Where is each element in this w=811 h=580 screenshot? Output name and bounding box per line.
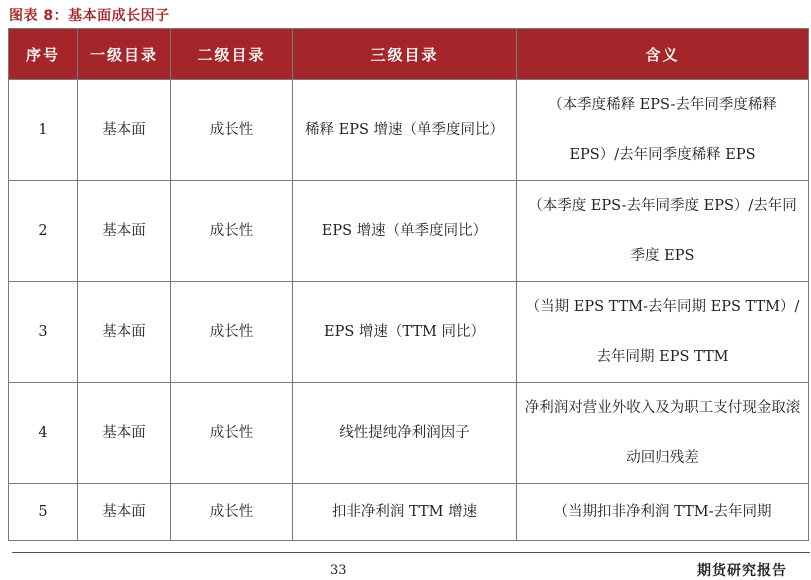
table-row bbox=[9, 282, 809, 383]
cell-level1: 基本面 bbox=[78, 484, 171, 541]
table-row bbox=[9, 181, 809, 282]
cell-level2: 成长性 bbox=[171, 282, 293, 383]
cell-no: 1 bbox=[9, 80, 78, 181]
cell-meaning: （本季度稀释 EPS-去年同季度稀释 EPS）/去年同季度稀释 EPS bbox=[517, 80, 809, 181]
factor-table bbox=[8, 28, 809, 541]
header-level2: 二级目录 bbox=[171, 29, 293, 80]
cell-level1: 基本面 bbox=[78, 383, 171, 484]
cell-no: 5 bbox=[9, 484, 78, 541]
cell-meaning: 净利润对营业外收入及为职工支付现金取滚动回归残差 bbox=[517, 383, 809, 484]
cell-level1: 基本面 bbox=[78, 80, 171, 181]
table-row bbox=[9, 484, 809, 541]
table-row bbox=[9, 80, 809, 181]
cell-level3: 扣非净利润 TTM 增速 bbox=[293, 484, 517, 541]
footer-divider bbox=[12, 552, 810, 553]
cell-level3: 稀释 EPS 增速（单季度同比） bbox=[293, 80, 517, 181]
cell-level1: 基本面 bbox=[78, 282, 171, 383]
cell-no: 4 bbox=[9, 383, 78, 484]
cell-level1: 基本面 bbox=[78, 181, 171, 282]
table-caption: 图表 8：基本面成长因子 bbox=[9, 8, 170, 24]
cell-meaning: （当期扣非净利润 TTM-去年同期 bbox=[517, 484, 809, 541]
cell-no: 3 bbox=[9, 282, 78, 383]
table-row bbox=[9, 383, 809, 484]
cell-level2: 成长性 bbox=[171, 80, 293, 181]
header-meaning: 含义 bbox=[517, 29, 809, 80]
cell-no: 2 bbox=[9, 181, 78, 282]
cell-level2: 成长性 bbox=[171, 383, 293, 484]
report-type-label: 期货研究报告 bbox=[697, 563, 787, 579]
cell-level2: 成长性 bbox=[171, 484, 293, 541]
cell-level3: EPS 增速（单季度同比） bbox=[293, 181, 517, 282]
cell-level3: EPS 增速（TTM 同比） bbox=[293, 282, 517, 383]
cell-level3: 线性提纯净利润因子 bbox=[293, 383, 517, 484]
header-level1: 一级目录 bbox=[78, 29, 171, 80]
cell-level2: 成长性 bbox=[171, 181, 293, 282]
header-level3: 三级目录 bbox=[293, 29, 517, 80]
table-header-row bbox=[9, 29, 809, 80]
header-no: 序号 bbox=[9, 29, 78, 80]
cell-meaning: （本季度 EPS-去年同季度 EPS）/去年同季度 EPS bbox=[517, 181, 809, 282]
page-number: 33 bbox=[330, 563, 347, 578]
cell-meaning: （当期 EPS TTM-去年同期 EPS TTM）/去年同期 EPS TTM bbox=[517, 282, 809, 383]
